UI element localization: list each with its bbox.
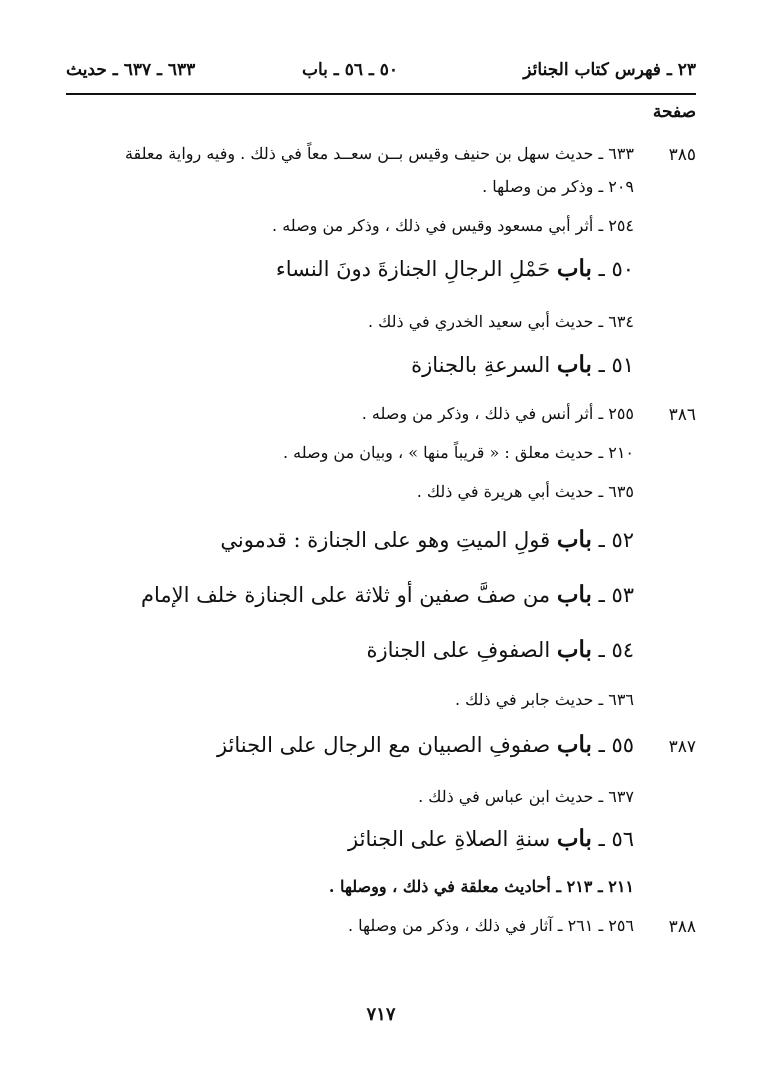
chapter-number: ٥٠ ـ: [598, 257, 634, 281]
index-entry: ٦٣٧ ـ حديث ابن عباس في ذلك .: [418, 787, 634, 806]
page-column-label: صفحة: [652, 102, 696, 122]
folio-page-number: ٧١٧: [366, 1004, 396, 1025]
chapter-title: سنةِ الصلاةِ على الجنائز: [348, 827, 551, 851]
header-rule: [66, 93, 696, 95]
index-entry: ٢١٠ ـ حديث معلق : « قريباً منها » ، وبيان من وصله .: [282, 443, 634, 462]
chapter-number: ٥١ ـ: [598, 353, 634, 377]
chapter-word: باب: [556, 581, 592, 608]
chapter-word: باب: [556, 526, 592, 553]
index-entry: ٢٠٩ ـ وذكر من وصلها .: [482, 177, 634, 196]
chapter-word: باب: [556, 255, 592, 282]
chapter-heading-52: [220, 526, 634, 553]
chapter-title: صفوفِ الصبيان مع الرجال على الجنائز: [216, 733, 551, 757]
chapter-title: الصفوفِ على الجنازة: [366, 638, 551, 662]
chapter-word: باب: [556, 351, 592, 378]
chapter-title: حَمْلِ الرجالِ الجنازةَ دونَ النساء: [275, 257, 551, 281]
index-entry: ٦٣٦ ـ حديث جابر في ذلك .: [454, 690, 634, 709]
chapter-title: من صفَّ صفين أو ثلاثة على الجنازة خلف الإمام: [140, 583, 551, 607]
running-header-chapters: ٥٠ ـ ٥٦ ـ باب: [301, 60, 399, 80]
page-number-386: ٣٨٦: [668, 405, 696, 425]
index-entry: ٦٣٣ ـ حديث سهل بن حنيف وقيس بــن سعــد معاً في ذلك . وفيه رواية معلقة: [124, 144, 634, 163]
running-header-title: ٢٣ ـ فهرس كتاب الجنائز: [523, 60, 696, 80]
chapter-number: ٥٤ ـ: [598, 638, 634, 662]
page-number-387: ٣٨٧: [668, 737, 696, 757]
index-entry: ٢٥٥ ـ أثر أنس في ذلك ، وذكر من وصله .: [361, 404, 634, 423]
page-number-385: ٣٨٥: [668, 145, 696, 165]
chapter-number: ٥٥ ـ: [598, 733, 634, 757]
chapter-heading-56: [348, 825, 634, 852]
chapter-title: السرعةِ بالجنازة: [411, 353, 551, 377]
chapter-number: ٥٢ ـ: [598, 528, 634, 552]
index-entry: ٦٣٥ ـ حديث أبي هريرة في ذلك .: [416, 482, 634, 501]
chapter-heading-54: [366, 636, 634, 663]
chapter-number: ٥٣ ـ: [598, 583, 634, 607]
chapter-title: قولِ الميتِ وهو على الجنازة : قدموني: [220, 528, 551, 552]
chapter-word: باب: [556, 731, 592, 758]
chapter-heading-53: [141, 581, 634, 608]
running-header-hadith-range: ٦٣٣ ـ ٦٣٧ ـ حديث: [66, 60, 196, 80]
page-number-388: ٣٨٨: [668, 917, 696, 937]
chapter-heading-55: [217, 731, 634, 758]
index-entry: ٦٣٤ ـ حديث أبي سعيد الخدري في ذلك .: [367, 312, 634, 331]
chapter-word: باب: [556, 636, 592, 663]
chapter-heading-50: [276, 255, 634, 282]
chapter-heading-51: [411, 351, 634, 378]
index-entry: ٢٥٤ ـ أثر أبي مسعود وقيس في ذلك ، وذكر من وصله .: [272, 216, 634, 235]
index-entry: ٢٥٦ ـ ٢٦١ ـ آثار في ذلك ، وذكر من وصلها .: [347, 916, 634, 935]
chapter-word: باب: [556, 825, 592, 852]
chapter-number: ٥٦ ـ: [598, 827, 634, 851]
index-entry: ٢١١ ـ ٢١٣ ـ أحاديث معلقة في ذلك ، ووصلها .: [328, 877, 634, 896]
